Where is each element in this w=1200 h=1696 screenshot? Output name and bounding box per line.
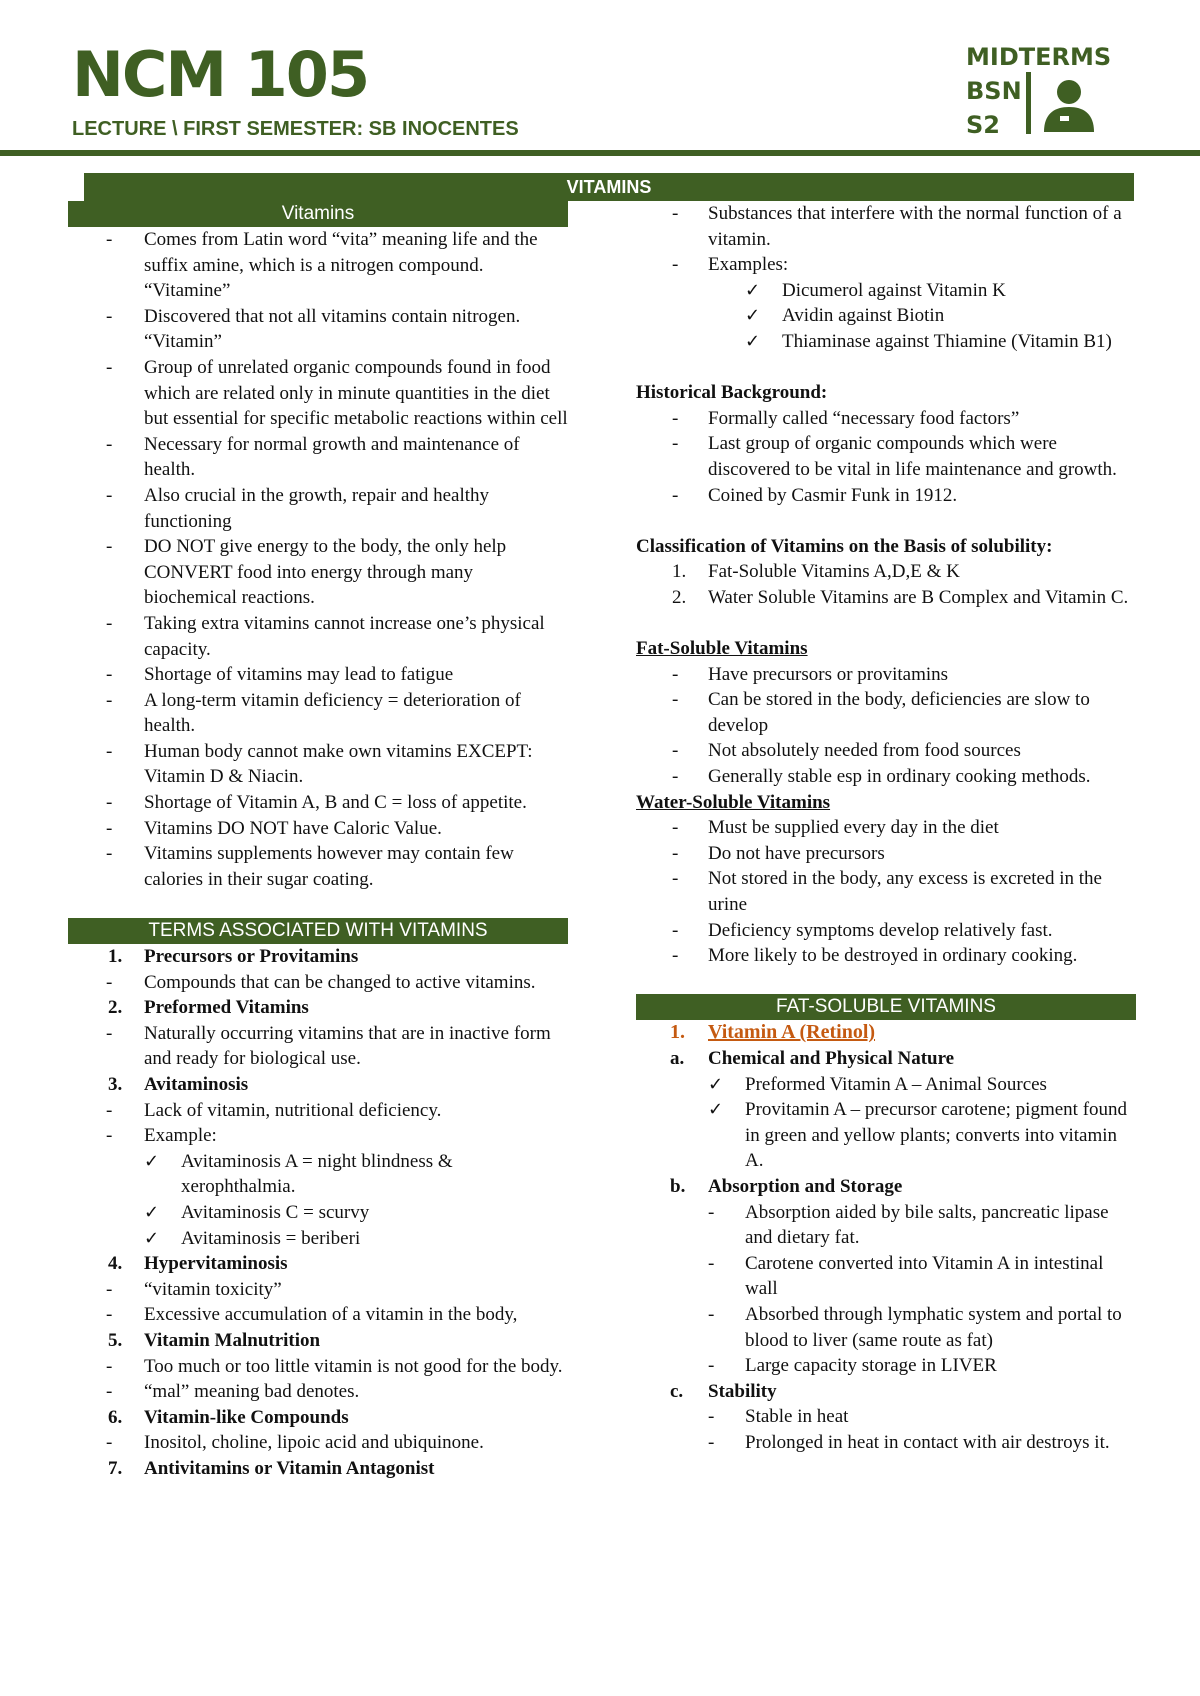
list-item: - Prolonged in heat in contact with air destroys it. [708, 1431, 1110, 1453]
list-item: - Generally stable esp in ordinary cooking methods. [672, 766, 1091, 788]
term-heading: 4. Hypervitaminosis [108, 1253, 288, 1275]
check-item: ✓ Thiaminase against Thiamine (Vitamin B1) [636, 329, 1136, 355]
subsection-heading: a. Chemical and Physical Nature [670, 1048, 955, 1069]
list-item: - Taking extra vitamins cannot increase one’s physical capacity. [106, 612, 545, 660]
person-icon [1040, 76, 1098, 134]
list-item: - “vitamin toxicity” [106, 1278, 282, 1300]
list-item: - “mal” meaning bad denotes. [106, 1381, 360, 1403]
list-item: - Inositol, choline, lipoic acid and ubiquinone. [106, 1432, 484, 1454]
list-item: - Absorbed through lymphatic system and portal to blood to liver (same route as fat) [708, 1303, 1122, 1351]
list-item: - Vitamins DO NOT have Caloric Value. [106, 817, 442, 839]
list-item: - Compounds that can be changed to active vitamins. [106, 971, 536, 993]
header-divider [1026, 72, 1031, 134]
list-item: - Deficiency symptoms develop relatively fast. [672, 919, 1053, 941]
check-icon: ✓ [144, 1227, 160, 1249]
list-item: - Shortage of Vitamin A, B and C = loss of appetite. [106, 792, 527, 814]
list-item: - Not stored in the body, any excess is excreted in the urine [672, 868, 1102, 916]
term-heading: 7. Antivitamins or Vitamin Antagonist [108, 1457, 435, 1479]
water-soluble-heading: Water-Soluble Vitamins [636, 791, 831, 813]
program-label: BSN [966, 77, 1022, 105]
list-item: - Too much or too little vitamin is not good for the body. [106, 1355, 563, 1377]
check-icon: ✓ [745, 330, 761, 352]
list-item: - Lack of vitamin, nutritional deficiency. [106, 1099, 442, 1121]
exam-label: MIDTERMS [966, 43, 1112, 71]
check-item: ✓ Avitaminosis = beriberi [68, 1226, 568, 1252]
list-item: 2. Water Soluble Vitamins are B Complex and Vitamin C. [672, 586, 1129, 608]
history-heading: Historical Background: [636, 382, 828, 404]
list-item: - Have precursors or provitamins [672, 663, 949, 685]
list-item: - Necessary for normal growth and maintenance of health. [106, 433, 520, 481]
section-label: S2 [966, 111, 1000, 139]
list-item: - Carotene converted into Vitamin A in intestinal wall [708, 1252, 1104, 1300]
check-item: ✓ Dicumerol against Vitamin K [636, 278, 1136, 304]
list-item: - Do not have precursors [672, 842, 885, 864]
list-item: - Last group of organic compounds which were discovered to be vital in life maintenance and growth. [672, 433, 1117, 480]
vitamins-subbanner: Vitamins [68, 201, 568, 227]
term-heading: 3. Avitaminosis [108, 1074, 249, 1095]
right-column [636, 201, 1136, 1456]
list-item: - Excessive accumulation of a vitamin in the body, [106, 1304, 518, 1326]
list-item: 1. Fat-Soluble Vitamins A,D,E & K [672, 561, 960, 583]
check-item: ✓ Avitaminosis A = night blindness & xerophthalmia. [144, 1150, 453, 1198]
term-heading: 5. Vitamin Malnutrition [108, 1329, 321, 1351]
list-item: - Examples: [672, 254, 789, 276]
left-column [68, 201, 568, 1482]
course-title: NCM 105 [72, 38, 369, 111]
fat-soluble-heading: Fat-Soluble Vitamins [636, 638, 808, 660]
term-heading: 6. Vitamin-like Compounds [108, 1406, 349, 1428]
check-icon: ✓ [144, 1201, 160, 1223]
list-item: - Human body cannot make own vitamins EXCEPT: Vitamin D & Niacin. [106, 740, 533, 788]
subsection-heading: b. Absorption and Storage [670, 1175, 903, 1197]
list-item: - Coined by Casmir Funk in 1912. [672, 484, 958, 506]
terms-banner: TERMS ASSOCIATED WITH VITAMINS [68, 918, 568, 944]
check-icon: ✓ [745, 305, 761, 327]
list-item: - Also crucial in the growth, repair and healthy functioning [106, 484, 490, 532]
list-item: - Comes from Latin word “vita” meaning life and the suffix amine, which is a nitrogen compound. “Vitamine” [106, 229, 538, 302]
list-item: - Naturally occurring vitamins that are in inactive form and ready for biological use. [106, 1022, 551, 1070]
list-item: - Example: [106, 1125, 217, 1147]
course-subtitle: LECTURE \ FIRST SEMESTER: SB INOCENTES [72, 118, 519, 140]
list-item: - A long-term vitamin deficiency = deterioration of health. [106, 689, 521, 737]
check-icon: ✓ [708, 1073, 724, 1095]
check-icon: ✓ [144, 1150, 160, 1172]
list-item: - Must be supplied every day in the diet [672, 817, 999, 839]
list-item: - DO NOT give energy to the body, the only help CONVERT food into energy through many biochemical reactions. [106, 536, 507, 609]
check-item: ✓ Preformed Vitamin A – Animal Sources [636, 1072, 1136, 1098]
check-icon: ✓ [708, 1099, 724, 1121]
term-heading: 2. Preformed Vitamins [108, 997, 309, 1019]
terms-list [68, 944, 568, 1481]
vitamins-list [68, 227, 568, 892]
antagonist-list [636, 201, 1136, 355]
list-item: - More likely to be destroyed in ordinary cooking. [672, 945, 1078, 967]
list-item: - Discovered that not all vitamins contain nitrogen. “Vitamin” [106, 305, 521, 353]
header-rule [0, 150, 1200, 156]
subsection-heading: c. Stability [670, 1380, 777, 1402]
list-item: - Absorption aided by bile salts, pancreatic lipase and dietary fat. [708, 1201, 1109, 1249]
list-item: - Stable in heat [708, 1406, 849, 1428]
list-item: - Formally called “necessary food factors” [672, 407, 1020, 429]
list-item: - Not absolutely needed from food sources [672, 740, 1021, 762]
classification-heading: Classification of Vitamins on the Basis of solubility: [636, 535, 1053, 557]
list-item: - Substances that interfere with the normal function of a vitamin. [672, 203, 1122, 250]
check-item: ✓ Provitamin A – precursor carotene; pigment found in green and yellow plants; converts into vitamin A. [708, 1099, 1128, 1172]
fat-soluble-banner: FAT-SOLUBLE VITAMINS [636, 994, 1136, 1020]
list-item: - Shortage of vitamins may lead to fatigue [106, 664, 454, 686]
list-item: - Large capacity storage in LIVER [708, 1355, 997, 1377]
list-item: - Vitamins supplements however may contain few calories in their sugar coating. [106, 843, 514, 890]
term-heading: 1. Precursors or Provitamins [108, 946, 359, 968]
list-item: - Group of unrelated organic compounds found in food which are related only in minute quantities in the diet but essential for specific metabolic reactions within cell [106, 356, 568, 430]
check-icon: ✓ [745, 279, 761, 301]
vitamin-a-title: 1. Vitamin A (Retinol) [670, 1021, 876, 1044]
check-item: ✓ Avidin against Biotin [636, 303, 1136, 329]
check-item: ✓ Avitaminosis C = scurvy [68, 1200, 568, 1226]
list-item: - Can be stored in the body, deficiencies are slow to develop [672, 689, 1090, 736]
section-banner-vitamins: VITAMINS [84, 173, 1134, 201]
